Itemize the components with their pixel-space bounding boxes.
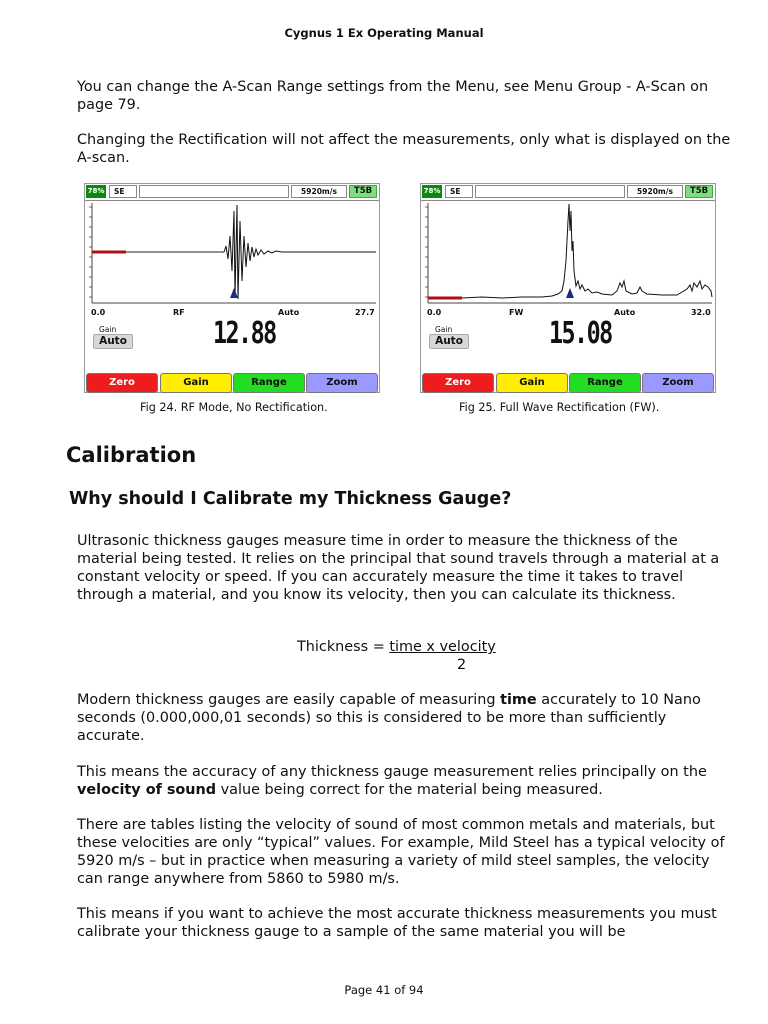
subsection-title: Why should I Calibrate my Thickness Gauge? xyxy=(69,489,512,509)
soft-key-bar xyxy=(85,373,379,393)
paragraph-time xyxy=(77,691,737,745)
gain-label: Gain xyxy=(99,325,117,334)
zoom-button[interactable]: Zoom xyxy=(306,373,378,393)
thickness-reading: 12.88 xyxy=(213,316,276,351)
zero-button[interactable]: Zero xyxy=(86,373,158,393)
text-run: Modern thickness gauges are easily capable of measuring xyxy=(77,692,501,708)
status-blank xyxy=(475,185,625,198)
text-run: This means the accuracy of any thickness gauge measurement relies principally on the xyxy=(77,764,707,780)
paragraph-ultrasonic: Ultrasonic thickness gauges measure time in order to measure the thickness of the material being tested. It relies on the principal that sound travels through a material at a constant velocity or speed. If you can accurately measure the time it takes to travel through a material, and you know its velocity, then you can calculate its thickness. xyxy=(77,533,720,603)
probe-type: T5B xyxy=(349,185,377,198)
zero-button[interactable]: Zero xyxy=(422,373,494,393)
text-run: accurately to 10 Nano seconds (0.000,000,01 seconds) so this is considered to be more than sufficiently accurate. xyxy=(77,692,701,744)
paragraph-velocity xyxy=(77,763,737,799)
axis-end-label: 27.7 xyxy=(355,308,375,317)
paragraph-ascan-range: You can change the A-Scan Range settings from the Menu, see Menu Group - A-Scan on page 79. xyxy=(77,79,709,113)
rectification-label: FW xyxy=(509,308,524,317)
axis-start-label: 0.0 xyxy=(91,308,106,317)
a-scan-fw-waveform xyxy=(422,201,714,308)
battery-indicator: 78% xyxy=(422,185,442,198)
axis-start-label: 0.0 xyxy=(427,308,442,317)
rf-mode-screenshot xyxy=(84,183,380,393)
battery-indicator: 78% xyxy=(86,185,106,198)
soft-key-bar xyxy=(421,373,715,393)
thickness-formula xyxy=(297,638,496,673)
gain-auto-button[interactable]: Auto xyxy=(93,334,133,349)
probe-mode: SE xyxy=(445,185,473,198)
thickness-reading: 15.08 xyxy=(549,316,612,351)
section-title: Calibration xyxy=(66,443,197,467)
rectification-label: RF xyxy=(173,308,185,317)
gain-button[interactable]: Gain xyxy=(160,373,232,393)
figure-caption-24: Fig 24. RF Mode, No Rectification. xyxy=(140,401,328,414)
formula-denominator: 2 xyxy=(457,657,467,673)
status-blank xyxy=(139,185,289,198)
page-header: Cygnus 1 Ex Operating Manual xyxy=(284,26,484,40)
range-mode-label: Auto xyxy=(278,308,300,317)
figure-caption-25: Fig 25. Full Wave Rectification (FW). xyxy=(459,401,660,414)
formula-numerator: time x velocity xyxy=(389,639,496,655)
gain-button[interactable]: Gain xyxy=(496,373,568,393)
gain-auto-button[interactable]: Auto xyxy=(429,334,469,349)
paragraph-calibrate: This means if you want to achieve the most accurate thickness measurements you must calibrate your thickness gauge to a sample of the same material you will be xyxy=(77,906,717,940)
status-bar xyxy=(421,184,715,201)
status-bar xyxy=(85,184,379,201)
axis-end-label: 32.0 xyxy=(691,308,711,317)
bold-term-velocity: velocity of sound xyxy=(77,782,217,798)
probe-type: T5B xyxy=(685,185,713,198)
range-mode-label: Auto xyxy=(614,308,636,317)
range-button[interactable]: Range xyxy=(569,373,641,393)
formula-lhs: Thickness = xyxy=(297,639,390,655)
text-run: value being correct for the material being measured. xyxy=(216,782,603,798)
bold-term-time: time xyxy=(500,692,537,708)
velocity-readout: 5920m/s xyxy=(291,185,347,198)
paragraph-rectification: Changing the Rectification will not affect the measurements, only what is displayed on the A-scan. xyxy=(77,132,731,166)
page-number: Page 41 of 94 xyxy=(344,983,424,997)
a-scan-rf-waveform xyxy=(86,201,378,308)
fw-mode-screenshot xyxy=(420,183,716,393)
paragraph-tables: There are tables listing the velocity of sound of most common metals and materials, but these velocities are only “typical” values. For example, Mild Steel has a typical velocity of 5920 m/s – but in practice when measuring a variety of mild steel samples, the velocity can range anywhere from 5860 to 5980 m/s. xyxy=(77,817,725,887)
gain-label: Gain xyxy=(435,325,453,334)
range-button[interactable]: Range xyxy=(233,373,305,393)
probe-mode: SE xyxy=(109,185,137,198)
zoom-button[interactable]: Zoom xyxy=(642,373,714,393)
velocity-readout: 5920m/s xyxy=(627,185,683,198)
